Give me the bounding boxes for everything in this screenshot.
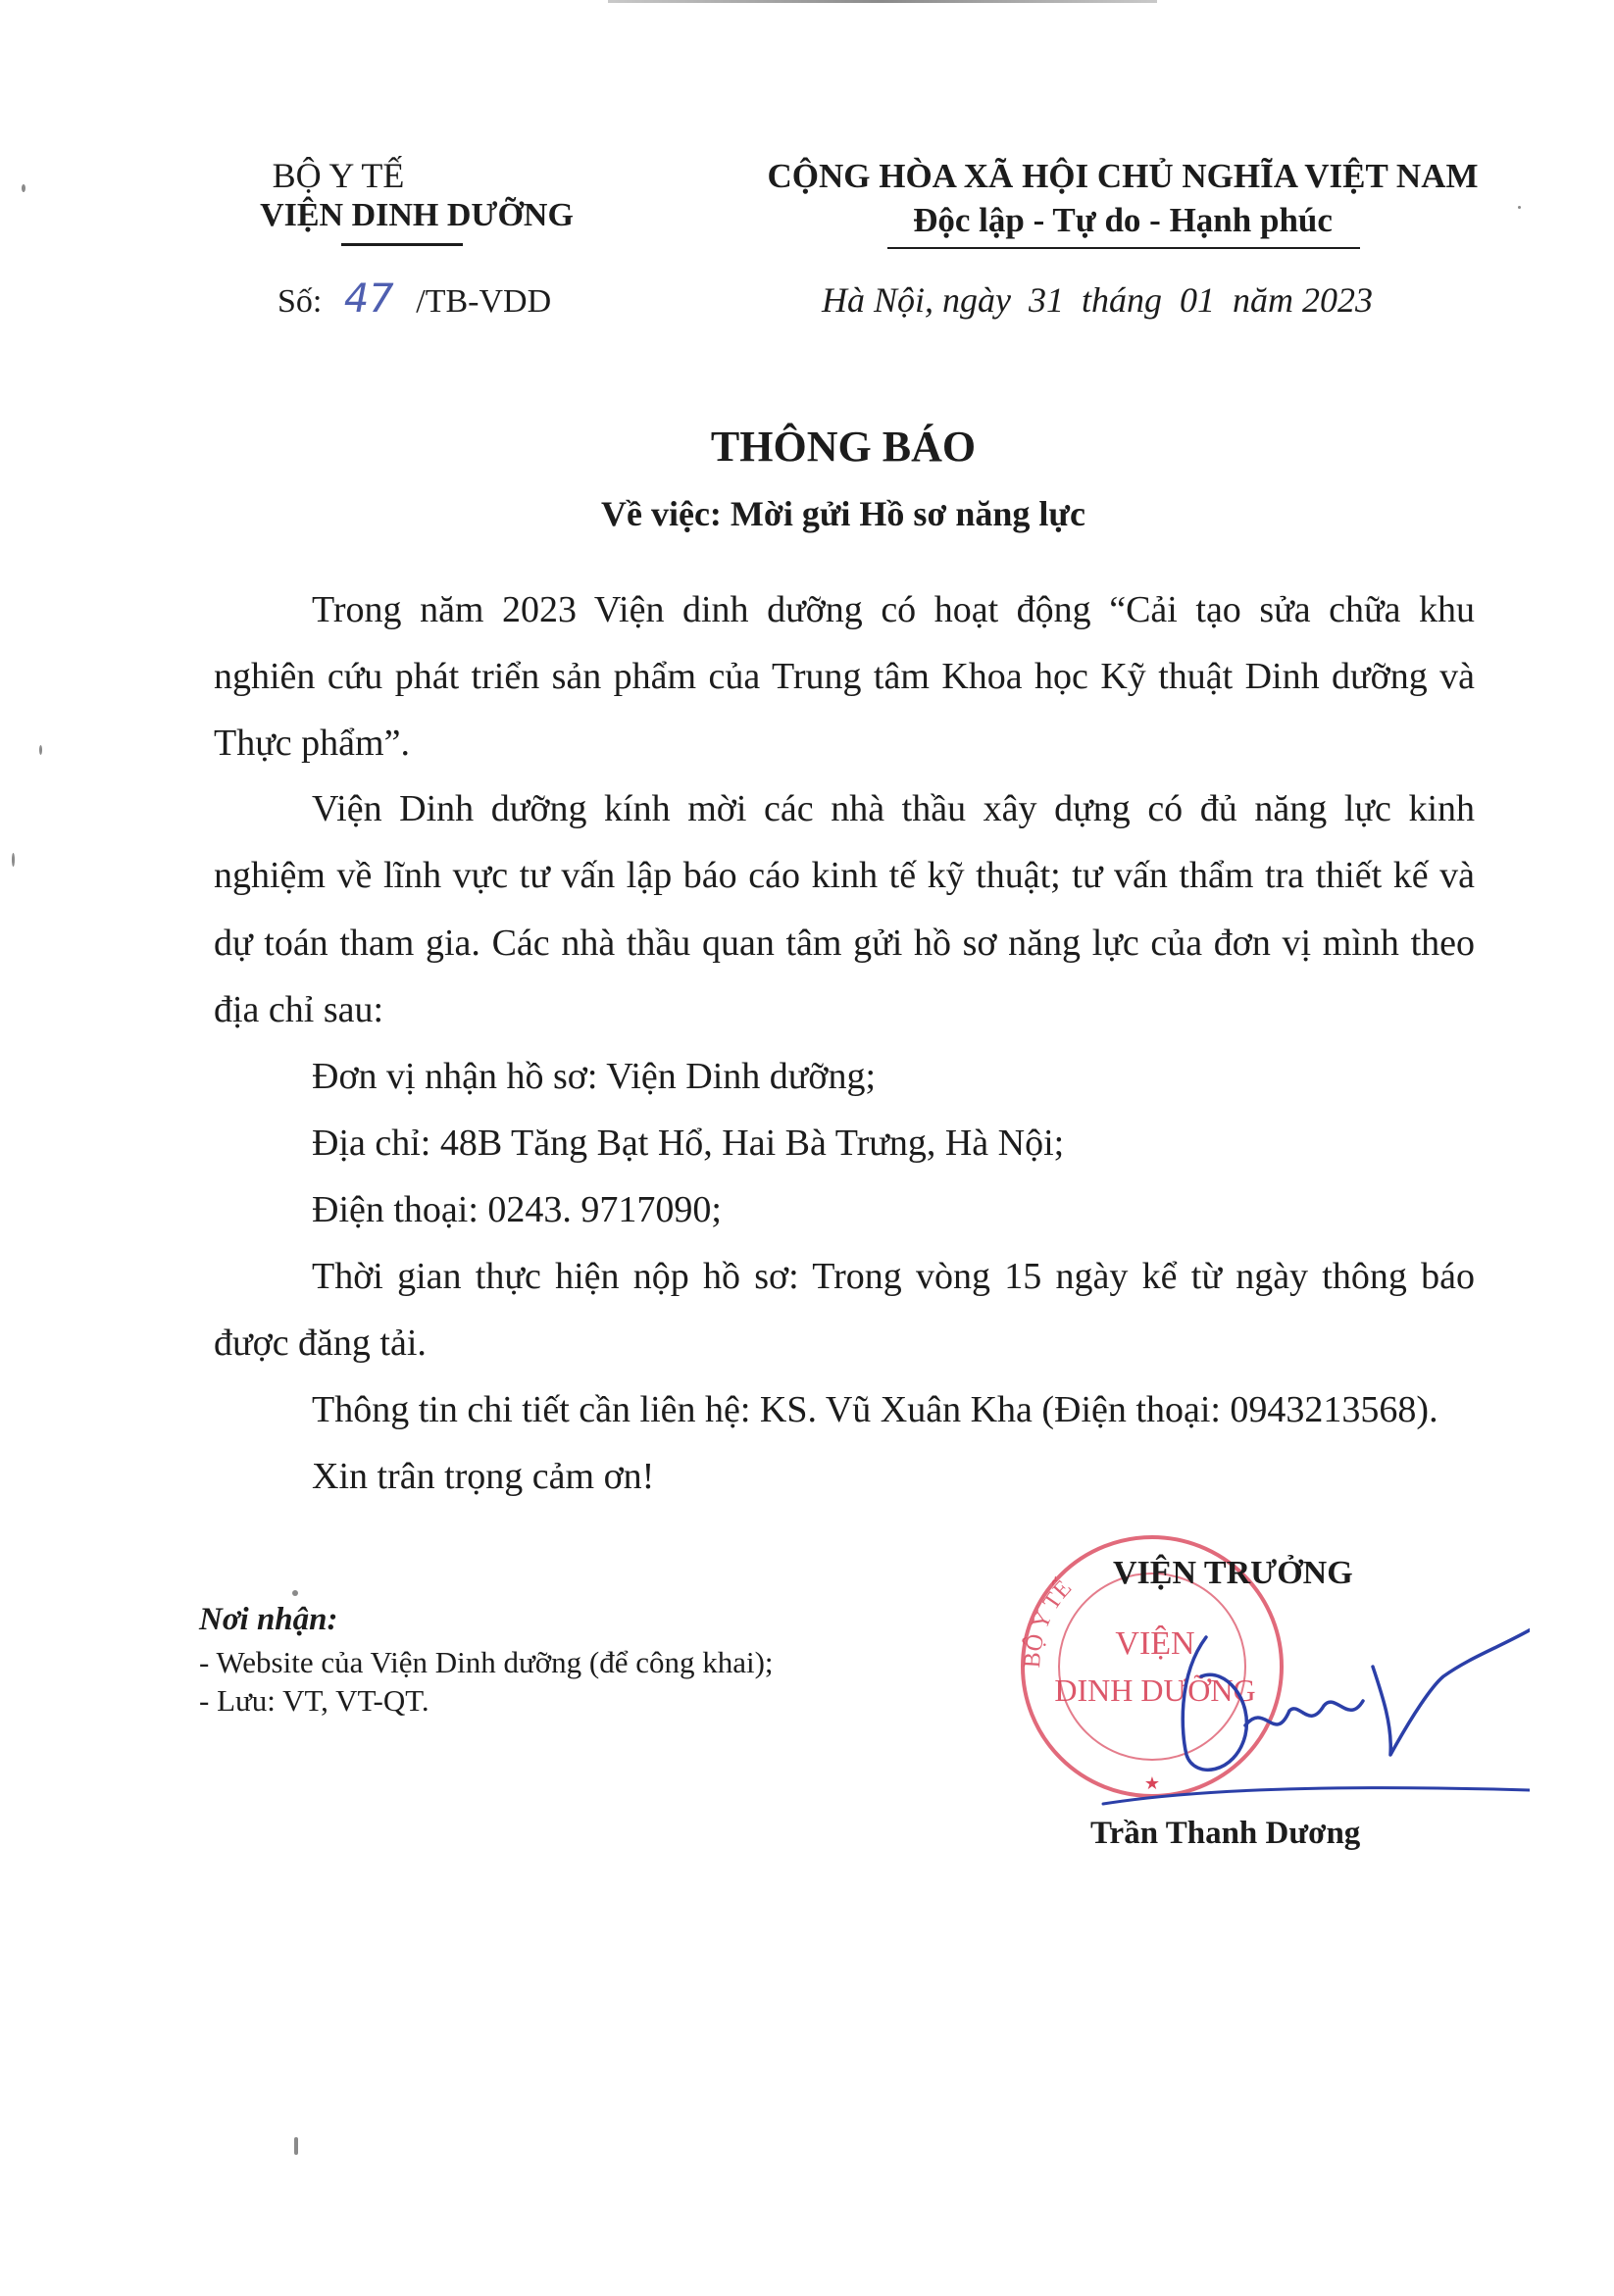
recipient-item: - Website của Viện Dinh dưỡng (để công khai);	[199, 1645, 774, 1679]
body-line-4: Viện Dinh dưỡng kính mời các nhà thầu xây dựng có đủ năng lực kinh	[312, 788, 1475, 829]
document-number	[277, 276, 551, 322]
stamp-text-line1: VIỆN	[1115, 1625, 1195, 1662]
body-line-6: dự toán tham gia. Các nhà thầu quan tâm gửi hồ sơ năng lực của đơn vị mình theo	[214, 923, 1475, 964]
place-and-date: Hà Nội, ngày 31 tháng 01 năm 2023	[822, 280, 1373, 320]
scan-speck	[39, 745, 42, 755]
institute-underline	[341, 243, 463, 246]
institute-name: VIỆN DINH DƯỠNG	[260, 197, 574, 233]
recipient-item: - Lưu: VT, VT-QT.	[199, 1683, 429, 1718]
national-motto: Độc lập - Tự do - Hạnh phúc	[913, 201, 1333, 239]
scan-speck	[1518, 206, 1521, 209]
receiving-unit: Đơn vị nhận hồ sơ: Viện Dinh dưỡng;	[312, 1056, 877, 1097]
scan-edge-line	[608, 0, 1157, 3]
stamp-ring-text: BỘ Y TẾ	[1020, 1575, 1078, 1669]
number-prefix: Số:	[277, 283, 323, 320]
document-subject: Về việc: Mời gửi Hồ sơ năng lực	[600, 494, 1085, 533]
signer-name: Trần Thanh Dương	[1090, 1816, 1361, 1851]
motto-underline	[887, 247, 1360, 249]
country-name: CỘNG HÒA XÃ HỘI CHỦ NGHĨA VIỆT NAM	[767, 157, 1479, 195]
deadline-line-cont: được đăng tải.	[214, 1323, 427, 1364]
scan-speck	[292, 1590, 298, 1596]
handwritten-signature	[1079, 1608, 1530, 1833]
address-line: Địa chỉ: 48B Tăng Bạt Hổ, Hai Bà Trưng, Hà Nội;	[312, 1123, 1065, 1164]
body-line-1: Trong năm 2023 Viện dinh dưỡng có hoạt động “Cải tạo sửa chữa khu	[312, 589, 1475, 630]
recipients-heading: Nơi nhận:	[199, 1602, 338, 1637]
stamp-star: ★	[1143, 1773, 1161, 1793]
body-line-3: Thực phẩm”.	[214, 723, 410, 764]
body-line-5: nghiệm về lĩnh vực tư vấn lập báo cáo kinh tế kỹ thuật; tư vấn thẩm tra thiết kế và	[214, 855, 1475, 896]
phone-line: Điện thoại: 0243. 9717090;	[312, 1189, 722, 1230]
closing-line: Xin trân trọng cảm ơn!	[312, 1456, 655, 1497]
deadline-line: Thời gian thực hiện nộp hồ sơ: Trong vòng 15 ngày kể từ ngày thông báo	[312, 1256, 1475, 1297]
handwritten-number: 47	[343, 276, 394, 322]
signer-position: VIỆN TRƯỞNG	[1113, 1555, 1353, 1591]
contact-line: Thông tin chi tiết cần liên hệ: KS. Vũ Xuân Kha (Điện thoại: 0943213568).	[312, 1389, 1438, 1430]
scan-speck	[12, 853, 15, 867]
scan-speck	[294, 2137, 298, 2155]
stamp-text-line2: DINH DƯỠNG	[1054, 1672, 1256, 1708]
body-line-2: nghiên cứu phát triển sản phẩm của Trung tâm Khoa học Kỹ thuật Dinh dưỡng và	[214, 656, 1475, 697]
scan-speck	[22, 184, 25, 192]
body-line-7: địa chỉ sau:	[214, 989, 384, 1030]
ministry-name: BỘ Y TẾ	[272, 156, 405, 195]
document-title: THÔNG BÁO	[710, 423, 977, 471]
number-suffix: /TB-VDD	[416, 283, 552, 320]
